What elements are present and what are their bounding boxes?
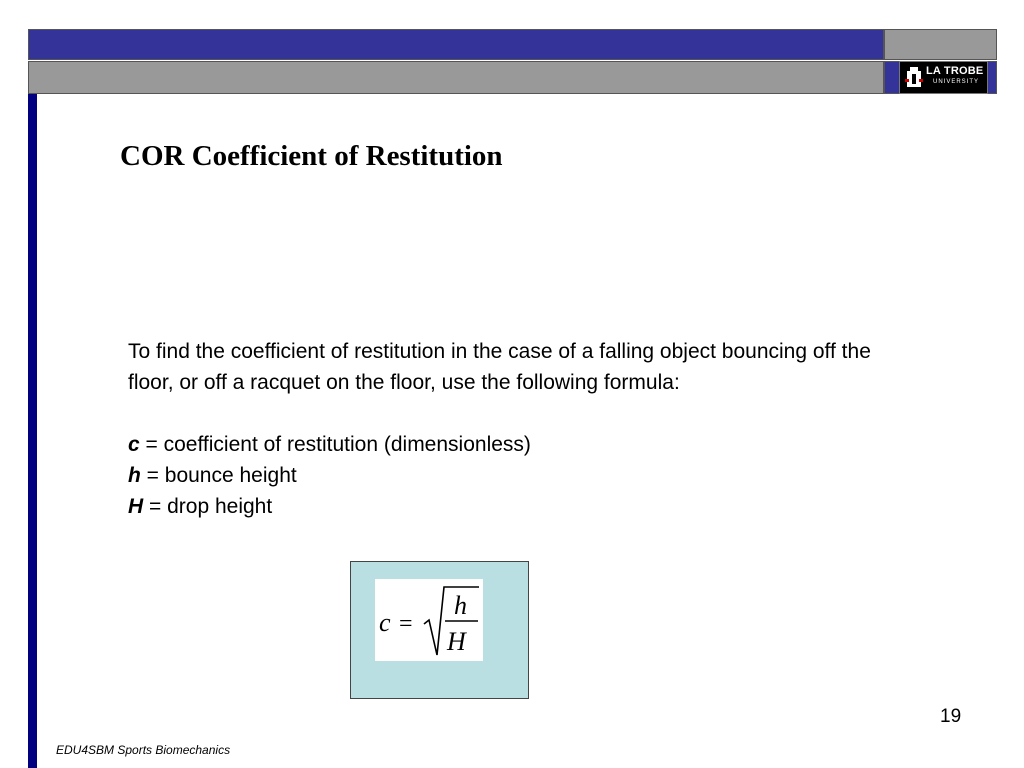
left-stripe [28, 94, 37, 768]
formula-numerator: h [454, 591, 467, 620]
definition-symbol: h [128, 464, 141, 487]
formula-card [375, 579, 483, 661]
logo-subtitle: UNIVERSITY [933, 79, 980, 85]
intro-paragraph: To find the coefficient of restitution in the case of a falling object bouncing off the floor, or off a racquet on the floor, use the following formula: [128, 340, 871, 394]
formula-equals: = [399, 611, 413, 637]
formula-lhs: c [379, 608, 391, 637]
formula-box [350, 561, 529, 699]
slide-title: COR Coefficient of Restitution [120, 140, 503, 172]
definition-H [128, 491, 908, 522]
definition-symbol: H [128, 495, 144, 518]
definition-text: = bounce height [140, 464, 297, 487]
footer-course: EDU4SBM Sports Biomechanics [56, 743, 231, 757]
definition-text: = coefficient of restitution (dimensionless) [139, 433, 531, 456]
university-logo [899, 61, 988, 94]
definition-c [128, 429, 908, 460]
header-bar-top-right [884, 29, 997, 60]
page-number: 19 [940, 706, 962, 727]
header-bar-second [28, 61, 884, 94]
formula-equation [375, 579, 483, 661]
definition-text: = drop height [143, 495, 273, 518]
definition-symbol: c [128, 433, 140, 456]
header-bar-top [28, 29, 884, 60]
la-trobe-crest-icon [904, 65, 924, 91]
formula-denominator: H [447, 627, 466, 656]
logo-name: LA TROBE [926, 65, 984, 77]
definition-h [128, 460, 908, 491]
slide-body [128, 336, 908, 522]
